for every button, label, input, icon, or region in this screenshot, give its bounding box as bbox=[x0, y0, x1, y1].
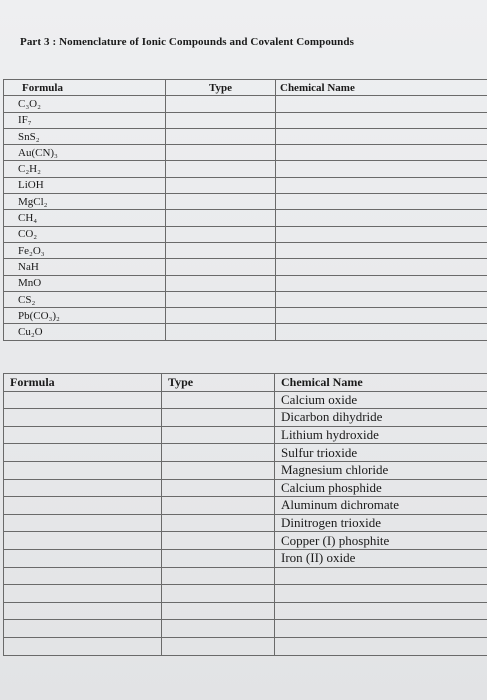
table-row bbox=[4, 210, 487, 226]
type-cell[interactable] bbox=[166, 112, 276, 128]
table-row bbox=[4, 549, 487, 567]
type-cell[interactable] bbox=[166, 308, 276, 324]
table-row bbox=[4, 532, 487, 550]
table-row bbox=[4, 479, 487, 497]
type-cell[interactable] bbox=[162, 426, 275, 444]
formula-cell: CO₂ bbox=[4, 226, 166, 242]
formula-cell: C₂H₂ bbox=[4, 161, 166, 177]
table-row bbox=[4, 112, 487, 128]
chemical-name-cell[interactable] bbox=[276, 324, 487, 340]
formula-cell: CS₂ bbox=[4, 291, 166, 307]
table-row bbox=[4, 259, 487, 275]
chemical-name-cell[interactable] bbox=[276, 96, 487, 112]
table-row bbox=[4, 620, 487, 638]
type-cell[interactable] bbox=[162, 461, 275, 479]
chemical-name-cell: Calcium oxide bbox=[275, 391, 487, 409]
chemical-name-cell[interactable] bbox=[276, 226, 487, 242]
table-row bbox=[4, 177, 487, 193]
type-cell[interactable] bbox=[166, 242, 276, 258]
formula-cell: CH₄ bbox=[4, 210, 166, 226]
column-header-formula: Formula bbox=[4, 80, 166, 96]
table-row bbox=[4, 96, 487, 112]
page-title: Part 3 : Nomenclature of Ionic Compounds and Covalent Compounds bbox=[20, 36, 354, 48]
table-row bbox=[4, 602, 487, 620]
type-cell[interactable] bbox=[162, 585, 275, 603]
chemical-name-cell[interactable] bbox=[276, 210, 487, 226]
formula-cell[interactable] bbox=[4, 585, 162, 603]
type-cell[interactable] bbox=[162, 637, 275, 655]
formula-cell: Au(CN)₃ bbox=[4, 145, 166, 161]
table-row bbox=[4, 409, 487, 427]
table-row bbox=[4, 585, 487, 603]
formula-cell[interactable] bbox=[4, 514, 162, 532]
type-cell[interactable] bbox=[166, 194, 276, 210]
type-cell[interactable] bbox=[166, 226, 276, 242]
table-row bbox=[4, 391, 487, 409]
type-cell[interactable] bbox=[162, 620, 275, 638]
type-cell[interactable] bbox=[166, 210, 276, 226]
chemical-name-cell bbox=[275, 585, 487, 603]
table-row bbox=[4, 275, 487, 291]
chemical-name-cell: Dinitrogen trioxide bbox=[275, 514, 487, 532]
column-header-type: Type bbox=[166, 80, 276, 96]
formula-cell[interactable] bbox=[4, 549, 162, 567]
type-cell[interactable] bbox=[166, 145, 276, 161]
chemical-name-cell: Calcium phosphide bbox=[275, 479, 487, 497]
formula-cell[interactable] bbox=[4, 567, 162, 585]
table-row bbox=[4, 324, 487, 340]
type-cell[interactable] bbox=[162, 479, 275, 497]
type-cell[interactable] bbox=[166, 259, 276, 275]
chemical-name-cell[interactable] bbox=[276, 242, 487, 258]
formula-cell[interactable] bbox=[4, 461, 162, 479]
formula-cell: NaH bbox=[4, 259, 166, 275]
table-row bbox=[4, 461, 487, 479]
chemical-name-cell: Aluminum dichromate bbox=[275, 497, 487, 515]
chemical-name-cell bbox=[275, 637, 487, 655]
formula-cell: C₃O₂ bbox=[4, 96, 166, 112]
formula-cell: Cu₂O bbox=[4, 324, 166, 340]
chemical-name-cell[interactable] bbox=[276, 112, 487, 128]
type-cell[interactable] bbox=[166, 177, 276, 193]
table-row bbox=[4, 514, 487, 532]
formula-cell: Pb(CO₃)₂ bbox=[4, 308, 166, 324]
type-cell[interactable] bbox=[162, 549, 275, 567]
chemical-name-cell[interactable] bbox=[276, 177, 487, 193]
formula-cell[interactable] bbox=[4, 620, 162, 638]
chemical-name-cell: Dicarbon dihydride bbox=[275, 409, 487, 427]
formula-cell[interactable] bbox=[4, 426, 162, 444]
column-header-formula: Formula bbox=[4, 374, 162, 392]
formula-cell[interactable] bbox=[4, 444, 162, 462]
table-row bbox=[4, 308, 487, 324]
table-row bbox=[4, 128, 487, 144]
chemical-name-cell: Magnesium chloride bbox=[275, 461, 487, 479]
type-cell[interactable] bbox=[166, 275, 276, 291]
table-row bbox=[4, 161, 487, 177]
column-header-chemical-name: Chemical Name bbox=[275, 374, 487, 392]
chemical-name-cell[interactable] bbox=[276, 161, 487, 177]
type-cell[interactable] bbox=[162, 444, 275, 462]
formula-cell[interactable] bbox=[4, 497, 162, 515]
chemical-name-cell[interactable] bbox=[276, 308, 487, 324]
formula-cell[interactable] bbox=[4, 532, 162, 550]
table-row bbox=[4, 426, 487, 444]
type-cell[interactable] bbox=[162, 532, 275, 550]
table-header-row bbox=[4, 80, 487, 96]
type-cell[interactable] bbox=[166, 96, 276, 112]
chemical-name-cell: Copper (I) phosphite bbox=[275, 532, 487, 550]
type-cell[interactable] bbox=[162, 514, 275, 532]
table-row bbox=[4, 444, 487, 462]
chemical-name-cell: Iron (II) oxide bbox=[275, 549, 487, 567]
type-cell[interactable] bbox=[162, 567, 275, 585]
type-cell[interactable] bbox=[166, 324, 276, 340]
type-cell[interactable] bbox=[162, 602, 275, 620]
type-cell[interactable] bbox=[166, 128, 276, 144]
type-cell[interactable] bbox=[162, 391, 275, 409]
chemical-name-cell[interactable] bbox=[276, 291, 487, 307]
name-to-formula-table bbox=[3, 373, 487, 656]
type-cell[interactable] bbox=[166, 161, 276, 177]
formula-cell[interactable] bbox=[4, 637, 162, 655]
formula-cell: SnS₂ bbox=[4, 128, 166, 144]
formula-cell[interactable] bbox=[4, 602, 162, 620]
formula-cell: IF₇ bbox=[4, 112, 166, 128]
chemical-name-cell bbox=[275, 567, 487, 585]
table-header-row bbox=[4, 374, 487, 392]
column-header-type: Type bbox=[162, 374, 275, 392]
formula-cell[interactable] bbox=[4, 409, 162, 427]
chemical-name-cell: Lithium hydroxide bbox=[275, 426, 487, 444]
table-row bbox=[4, 242, 487, 258]
chemical-name-cell[interactable] bbox=[276, 259, 487, 275]
table-row bbox=[4, 497, 487, 515]
table-row bbox=[4, 194, 487, 210]
formula-cell: Fe₂O₃ bbox=[4, 242, 166, 258]
type-cell[interactable] bbox=[162, 409, 275, 427]
table-row bbox=[4, 637, 487, 655]
table-row bbox=[4, 291, 487, 307]
chemical-name-cell[interactable] bbox=[276, 275, 487, 291]
formula-cell: LiOH bbox=[4, 177, 166, 193]
table-row bbox=[4, 145, 487, 161]
chemical-name-cell[interactable] bbox=[276, 194, 487, 210]
formula-to-name-table bbox=[3, 79, 487, 341]
type-cell[interactable] bbox=[162, 497, 275, 515]
table-row bbox=[4, 226, 487, 242]
chemical-name-cell bbox=[275, 602, 487, 620]
table-row bbox=[4, 567, 487, 585]
type-cell[interactable] bbox=[166, 291, 276, 307]
chemical-name-cell bbox=[275, 620, 487, 638]
formula-cell: MgCl₂ bbox=[4, 194, 166, 210]
column-header-chemical-name: Chemical Name bbox=[276, 80, 487, 96]
chemical-name-cell[interactable] bbox=[276, 128, 487, 144]
chemical-name-cell: Sulfur trioxide bbox=[275, 444, 487, 462]
formula-cell: MnO bbox=[4, 275, 166, 291]
formula-cell[interactable] bbox=[4, 391, 162, 409]
formula-cell[interactable] bbox=[4, 479, 162, 497]
chemical-name-cell[interactable] bbox=[276, 145, 487, 161]
